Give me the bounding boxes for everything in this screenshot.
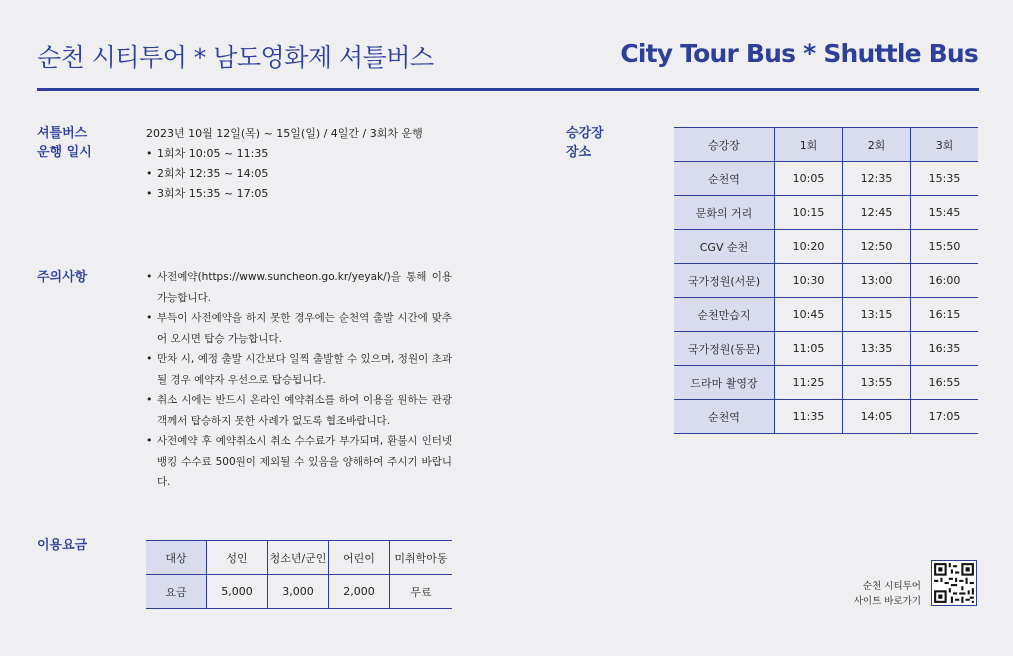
table-cell: 14:05 <box>843 400 911 434</box>
notes-label: 주의사항 <box>37 270 88 285</box>
table-cell: 요금 <box>146 575 207 609</box>
table-row <box>674 128 978 162</box>
table-cell: 3,000 <box>268 575 329 609</box>
run-item: • 3회차 15:35 ~ 17:05 <box>146 184 476 204</box>
page-title-korean: 순천 시티투어 * 남도영화제 셔틀버스 <box>37 43 434 72</box>
stop-name: 순천역 <box>674 400 775 434</box>
table-cell: 12:35 <box>843 162 911 196</box>
table-cell: 10:20 <box>775 230 843 264</box>
table-cell: 12:50 <box>843 230 911 264</box>
stop-name: 순천역 <box>674 162 775 196</box>
table-cell: 15:50 <box>911 230 979 264</box>
table-header-cell: 청소년/군인 <box>268 541 329 575</box>
stop-name: 드라마 촬영장 <box>674 366 775 400</box>
table-cell: 11:25 <box>775 366 843 400</box>
table-cell: 무료 <box>390 575 453 609</box>
table-cell: 10:30 <box>775 264 843 298</box>
table-row <box>674 230 978 264</box>
table-row <box>146 541 452 575</box>
qr-caption-line: 순천 시티투어 <box>862 581 921 592</box>
note-item: • 사전예약 후 예약취소시 취소 수수료가 부가되며, 환불시 인터넷 뱅킹 수수료 500원이 제외될 수 있음을 양해하여 주시기 바랍니다. <box>146 431 452 493</box>
table-cell: 16:35 <box>911 332 979 366</box>
table-cell: 2,000 <box>329 575 390 609</box>
schedule-runs <box>146 144 476 204</box>
notes-list <box>146 267 452 493</box>
stops-table <box>674 127 978 434</box>
note-item: • 취소 시에는 반드시 온라인 예약취소를 하여 이용을 원하는 관광객께서 탑승하지 못한 사례가 없도록 협조바랍니다. <box>146 390 452 431</box>
table-cell: 16:00 <box>911 264 979 298</box>
table-header-cell: 대상 <box>146 541 207 575</box>
table-header-cell: 2회 <box>843 128 911 162</box>
table-cell: 11:35 <box>775 400 843 434</box>
table-cell: 10:15 <box>775 196 843 230</box>
table-header-cell: 어린이 <box>329 541 390 575</box>
schedule-block <box>146 124 476 204</box>
table-row <box>674 366 978 400</box>
table-row <box>146 575 452 609</box>
table-cell: 12:45 <box>843 196 911 230</box>
table-cell: 11:05 <box>775 332 843 366</box>
table-cell: 13:15 <box>843 298 911 332</box>
table-cell: 15:45 <box>911 196 979 230</box>
run-item: • 1회차 10:05 ~ 11:35 <box>146 144 476 164</box>
table-cell: 15:35 <box>911 162 979 196</box>
qr-caption-line: 사이트 바로가기 <box>853 596 921 607</box>
stop-name: 국가정원(동문) <box>674 332 775 366</box>
table-cell: 16:15 <box>911 298 979 332</box>
note-item: • 부득이 사전예약을 하지 못한 경우에는 순천역 출발 시간에 맞추어 오시면 탑승 가능합니다. <box>146 308 452 349</box>
stop-name: CGV 순천 <box>674 230 775 264</box>
stops-label: 승강장 장소 <box>566 126 604 160</box>
table-row <box>674 196 978 230</box>
stop-name: 국가정원(서문) <box>674 264 775 298</box>
table-header-cell: 성인 <box>207 541 268 575</box>
table-cell: 5,000 <box>207 575 268 609</box>
table-row <box>674 298 978 332</box>
stop-name: 순천만습지 <box>674 298 775 332</box>
table-cell: 13:00 <box>843 264 911 298</box>
title-divider <box>37 88 979 91</box>
qr-code-icon[interactable] <box>931 560 977 606</box>
table-cell: 10:45 <box>775 298 843 332</box>
table-header-cell: 미취학아동 <box>390 541 453 575</box>
table-header-cell: 3회 <box>911 128 979 162</box>
table-row <box>674 332 978 366</box>
table-cell: 13:35 <box>843 332 911 366</box>
schedule-headline: 2023년 10월 12일(목) ~ 15일(일) / 4일간 / 3회차 운행 <box>146 127 423 140</box>
table-cell: 16:55 <box>911 366 979 400</box>
table-row <box>674 162 978 196</box>
fee-table <box>146 540 452 609</box>
table-row <box>674 400 978 434</box>
note-item: • 사전예약(https://www.suncheon.go.kr/yeyak/)을 통해 이용 가능합니다. <box>146 267 452 308</box>
stop-name: 문화의 거리 <box>674 196 775 230</box>
table-cell: 13:55 <box>843 366 911 400</box>
fees-label: 이용요금 <box>37 538 88 553</box>
table-cell: 10:05 <box>775 162 843 196</box>
table-header-cell: 승강장 <box>674 128 775 162</box>
table-header-cell: 1회 <box>775 128 843 162</box>
schedule-label: 셔틀버스 운행 일시 <box>37 126 92 160</box>
qr-caption <box>854 579 921 609</box>
table-row <box>674 264 978 298</box>
table-cell: 17:05 <box>911 400 979 434</box>
page-title-english: City Tour Bus * Shuttle Bus <box>620 39 978 68</box>
note-item: • 만차 시, 예정 출발 시간보다 일찍 출발할 수 있으며, 정원이 초과될 경우 예약자 우선으로 탑승됩니다. <box>146 349 452 390</box>
run-item: • 2회차 12:35 ~ 14:05 <box>146 164 476 184</box>
